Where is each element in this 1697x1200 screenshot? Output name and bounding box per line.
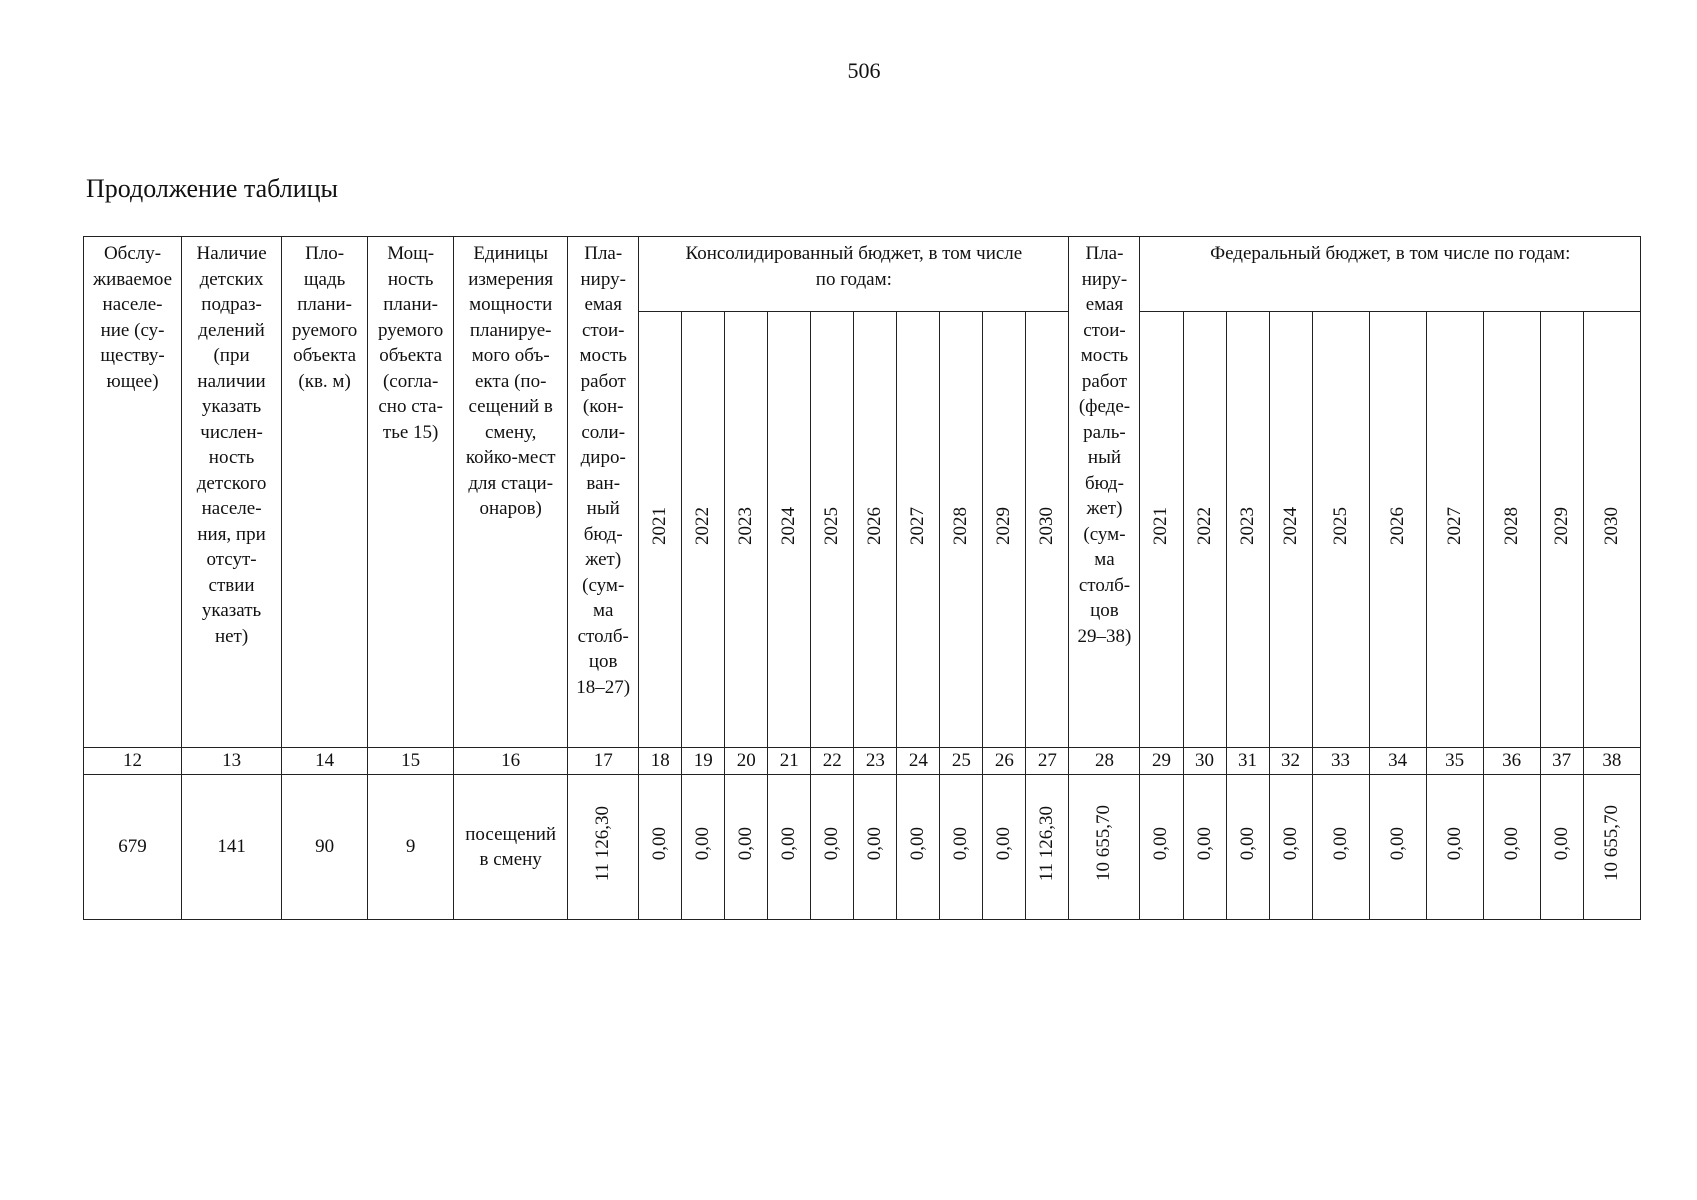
column-number-28: 28 xyxy=(1069,748,1140,775)
cell-capacity: 9 xyxy=(368,775,454,920)
text-line: койко-мест xyxy=(465,447,556,468)
column-number-14: 14 xyxy=(282,748,368,775)
text-line: подраз- xyxy=(201,294,262,315)
text-line: 29–38) xyxy=(1077,625,1132,647)
text-line: Мощ- xyxy=(387,243,435,264)
text-line: населе- xyxy=(102,294,163,315)
column-number-23: 23 xyxy=(854,748,897,775)
cell-fed-2030: 10 655,70 xyxy=(1583,775,1640,920)
text-line: цов xyxy=(588,651,618,672)
text-line: нет) xyxy=(214,625,249,647)
cell-cons-2022: 0,00 xyxy=(682,775,725,920)
cell-units xyxy=(454,775,568,920)
cell-fed-2026: 0,00 xyxy=(1369,775,1426,920)
text-line: Пло- xyxy=(305,243,345,264)
cell-fed-2021: 0,00 xyxy=(1140,775,1183,920)
cell-fed-2029: 0,00 xyxy=(1540,775,1583,920)
text-line: жет) xyxy=(1086,498,1123,519)
page-number: 506 xyxy=(847,58,881,83)
budget-table xyxy=(83,236,1641,920)
column-number-24: 24 xyxy=(897,748,940,775)
cell-fed-2024: 0,00 xyxy=(1269,775,1312,920)
text-line: руемого xyxy=(291,319,358,341)
column-number-25: 25 xyxy=(940,748,983,775)
table-row xyxy=(84,775,1641,920)
cell-cons-2030: 11 126,30 xyxy=(1026,775,1069,920)
text-line: населе- xyxy=(201,498,262,519)
cell-area: 90 xyxy=(282,775,368,920)
text-line: ный xyxy=(586,498,620,519)
column-number-18: 18 xyxy=(639,748,682,775)
text-line: ность xyxy=(387,268,434,290)
text-line: бюд- xyxy=(583,523,623,545)
column-number-33: 33 xyxy=(1312,748,1369,775)
text-line: по годам: xyxy=(815,268,892,290)
header-planned-cost-consolidated xyxy=(568,237,639,748)
text-line: плани- xyxy=(383,294,439,315)
header-cons-year-2030: 2030 xyxy=(1026,312,1069,748)
header-cons-year-2029: 2029 xyxy=(983,312,1026,748)
cell-fed-2028: 0,00 xyxy=(1483,775,1540,920)
column-number-30: 30 xyxy=(1183,748,1226,775)
text-line: объекта xyxy=(293,345,357,366)
text-line: ния, при xyxy=(197,523,266,545)
header-fed-year-2021: 2021 xyxy=(1140,312,1183,748)
column-number-34: 34 xyxy=(1369,748,1426,775)
text-line: щадь xyxy=(303,268,346,290)
cell-cons-2024: 0,00 xyxy=(768,775,811,920)
text-line: наличии xyxy=(197,370,266,392)
text-line: сещений в xyxy=(468,396,553,417)
text-line: ный xyxy=(1087,447,1122,468)
header-fed-year-2030: 2030 xyxy=(1583,312,1640,748)
text-line: плани- xyxy=(297,294,352,315)
text-line: бюд- xyxy=(1085,472,1124,494)
text-line: отсут- xyxy=(206,549,257,570)
text-line: ма xyxy=(1094,549,1115,570)
text-line: емая xyxy=(584,294,622,315)
column-numbers-row xyxy=(84,748,1641,775)
column-number-12: 12 xyxy=(84,748,182,775)
text-line: Наличие xyxy=(196,243,267,264)
header-cons-year-2021: 2021 xyxy=(639,312,682,748)
column-number-19: 19 xyxy=(682,748,725,775)
text-line: раль- xyxy=(1083,421,1126,443)
text-line: мость xyxy=(579,345,627,366)
cell-cons-2027: 0,00 xyxy=(897,775,940,920)
text-line: мощности xyxy=(469,294,553,315)
text-line: ниру- xyxy=(1081,268,1128,290)
text-line: Обслу- xyxy=(103,243,162,264)
text-line: смену, xyxy=(484,421,537,443)
cell-fed-2022: 0,00 xyxy=(1183,775,1226,920)
cell-fed-2023: 0,00 xyxy=(1226,775,1269,920)
column-number-27: 27 xyxy=(1026,748,1069,775)
column-number-22: 22 xyxy=(811,748,854,775)
column-number-38: 38 xyxy=(1583,748,1640,775)
header-fed-year-2028: 2028 xyxy=(1483,312,1540,748)
header-cons-year-2025: 2025 xyxy=(811,312,854,748)
text-line: (кв. м) xyxy=(298,370,351,392)
column-number-20: 20 xyxy=(725,748,768,775)
column-number-32: 32 xyxy=(1269,748,1312,775)
text-line: ние (су- xyxy=(100,319,165,341)
column-number-15: 15 xyxy=(368,748,454,775)
text-line: емая xyxy=(1085,294,1124,315)
header-area xyxy=(282,237,368,748)
header-fed-year-2025: 2025 xyxy=(1312,312,1369,748)
cell-cons-2025: 0,00 xyxy=(811,775,854,920)
text-line: детских xyxy=(199,268,264,290)
text-line: сно ста- xyxy=(378,396,443,417)
text-line: ван- xyxy=(586,472,621,494)
text-line: числен- xyxy=(200,421,263,443)
column-number-16: 16 xyxy=(454,748,568,775)
text-line: ность xyxy=(208,447,255,468)
text-line: стои- xyxy=(1083,319,1126,341)
cell-cons-2028: 0,00 xyxy=(940,775,983,920)
text-line: в смену xyxy=(479,849,542,870)
header-cons-year-2028: 2028 xyxy=(940,312,983,748)
text-line: тье 15) xyxy=(382,421,439,443)
column-number-31: 31 xyxy=(1226,748,1269,775)
header-planned-cost-federal xyxy=(1069,237,1140,748)
header-consolidated-budget xyxy=(639,237,1069,312)
cell-fed-2027: 0,00 xyxy=(1426,775,1483,920)
cell-total-federal: 10 655,70 xyxy=(1069,775,1140,920)
header-cons-year-2022: 2022 xyxy=(682,312,725,748)
text-line: 18–27) xyxy=(576,676,631,698)
column-number-37: 37 xyxy=(1540,748,1583,775)
text-line: онаров) xyxy=(479,498,542,519)
text-line: ющее) xyxy=(106,370,159,392)
text-line: Консолидированный бюджет, в том числе xyxy=(685,243,1023,264)
text-line: жет) xyxy=(585,549,622,570)
cell-fed-2025: 0,00 xyxy=(1312,775,1369,920)
cell-cons-2023: 0,00 xyxy=(725,775,768,920)
column-number-29: 29 xyxy=(1140,748,1183,775)
header-row-top xyxy=(84,237,1641,312)
text-line: планируе- xyxy=(469,319,552,341)
text-line: детского xyxy=(196,472,267,494)
text-line: столб- xyxy=(1078,574,1131,596)
text-line: указать xyxy=(201,396,262,417)
text-line: Единицы xyxy=(473,243,549,264)
cell-population: 679 xyxy=(84,775,182,920)
text-line: Федеральный бюджет, в том числе по годам: xyxy=(1210,243,1571,264)
column-number-35: 35 xyxy=(1426,748,1483,775)
header-fed-year-2023: 2023 xyxy=(1226,312,1269,748)
cell-total-consolidated: 11 126,30 xyxy=(568,775,639,920)
text-line: (сум- xyxy=(582,574,625,596)
column-number-17: 17 xyxy=(568,748,639,775)
text-line: Пла- xyxy=(1085,243,1124,264)
cell-cons-2026: 0,00 xyxy=(854,775,897,920)
text-line: измерения xyxy=(468,268,554,290)
column-number-36: 36 xyxy=(1483,748,1540,775)
text-line: ствии xyxy=(208,574,255,596)
text-line: мость xyxy=(1080,345,1129,366)
header-fed-year-2026: 2026 xyxy=(1369,312,1426,748)
text-line: ществу- xyxy=(100,345,165,366)
text-line: объекта xyxy=(379,345,443,366)
header-fed-year-2022: 2022 xyxy=(1183,312,1226,748)
text-line: цов xyxy=(1090,600,1119,621)
header-capacity-units xyxy=(454,237,568,748)
column-number-26: 26 xyxy=(983,748,1026,775)
cell-cons-2029: 0,00 xyxy=(983,775,1026,920)
text-line: работ xyxy=(580,370,626,392)
text-line: делений xyxy=(198,319,265,341)
header-cons-year-2024: 2024 xyxy=(768,312,811,748)
text-line: мого объ- xyxy=(471,345,550,366)
text-line: (сум- xyxy=(1083,523,1126,545)
text-line: посещений xyxy=(465,823,557,845)
text-line: (феде- xyxy=(1078,396,1131,417)
header-fed-year-2029: 2029 xyxy=(1540,312,1583,748)
column-number-13: 13 xyxy=(182,748,282,775)
header-cons-year-2023: 2023 xyxy=(725,312,768,748)
text-line: столб- xyxy=(577,625,629,647)
header-fed-year-2024: 2024 xyxy=(1269,312,1312,748)
header-cons-year-2027: 2027 xyxy=(897,312,940,748)
text-line: руемого xyxy=(378,319,444,341)
text-line: ма xyxy=(593,600,614,621)
text-line: указать xyxy=(201,600,262,621)
text-line: живаемое xyxy=(92,268,173,290)
cell-children: 141 xyxy=(182,775,282,920)
text-line: (при xyxy=(213,345,250,366)
text-line: стои- xyxy=(581,319,625,341)
header-cons-year-2026: 2026 xyxy=(854,312,897,748)
text-line: екта (по- xyxy=(474,370,547,392)
cell-cons-2021: 0,00 xyxy=(639,775,682,920)
text-line: (согла- xyxy=(382,370,439,392)
column-number-21: 21 xyxy=(768,748,811,775)
text-line: (кон- xyxy=(582,396,624,417)
header-fed-year-2027: 2027 xyxy=(1426,312,1483,748)
text-line: диро- xyxy=(580,447,626,468)
table-caption: Продолжение таблицы xyxy=(86,174,338,203)
text-line: Пла- xyxy=(584,243,623,264)
text-line: для стаци- xyxy=(468,472,554,494)
text-line: работ xyxy=(1081,370,1128,392)
header-children-units xyxy=(182,237,282,748)
header-capacity xyxy=(368,237,454,748)
header-population xyxy=(84,237,182,748)
text-line: соли- xyxy=(581,421,626,443)
header-federal-budget xyxy=(1140,237,1641,312)
text-line: ниру- xyxy=(580,268,626,290)
